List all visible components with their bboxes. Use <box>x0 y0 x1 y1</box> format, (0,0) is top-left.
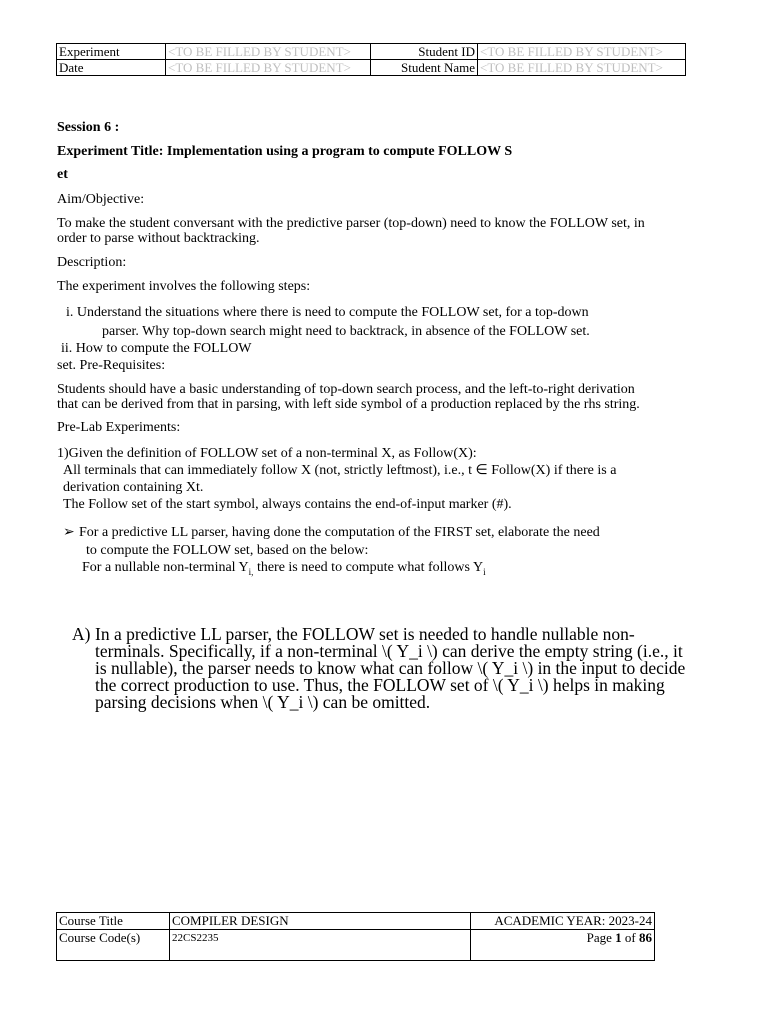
course-code-label: Course Code(s) <box>57 930 170 961</box>
subscript-i: i, <box>248 566 254 577</box>
bullet-line1: For a predictive LL parser, having done the computation of the FIRST set, elaborate the need <box>79 525 600 540</box>
description-intro: The experiment involves the following steps: <box>57 279 311 294</box>
answer-line1: In a predictive LL parser, the FOLLOW set is needed to handle nullable non- <box>95 624 635 644</box>
step-2-line2: set. Pre-Requisites: <box>57 358 166 373</box>
session-heading: Session 6 : <box>57 120 120 135</box>
step-1-line2: parser. Why top-down search might need to backtrack, in absence of the FOLLOW set. <box>102 324 590 339</box>
aim-heading: Aim/Objective: <box>57 192 145 207</box>
question-1-line4: The Follow set of the start symbol, always contains the end-of-input marker (#). <box>63 497 512 512</box>
bullet-line3-text-cont: there is need to compute what follows Y <box>253 560 484 575</box>
bullet-line3-text: For a nullable non-terminal Y <box>82 560 249 575</box>
arrow-bullet-icon: ➢ <box>63 525 75 540</box>
footer-table <box>56 912 655 961</box>
question-1-line1: 1)Given the definition of FOLLOW set of a non-terminal X, as Follow(X): <box>57 446 477 461</box>
header-table <box>56 43 686 76</box>
course-title-value: COMPILER DESIGN <box>170 913 471 930</box>
page-of: of <box>621 930 639 945</box>
experiment-value: <TO BE FILLED BY STUDENT> <box>166 44 371 60</box>
prelab-heading: Pre-Lab Experiments: <box>57 420 181 435</box>
page-current: 1 <box>615 930 622 945</box>
question-1-line3: derivation containing Xt. <box>63 480 204 495</box>
student-name-value: <TO BE FILLED BY STUDENT> <box>478 60 686 76</box>
experiment-title-cont: et <box>57 167 68 182</box>
date-label: Date <box>57 60 166 76</box>
answer-line4: the correct production to use. Thus, the FOLLOW set of \( Y_i \) helps in making <box>95 675 665 695</box>
subscript-i-end: i <box>483 566 486 577</box>
page-prefix: Page <box>586 930 616 945</box>
bullet-line2: to compute the FOLLOW set, based on the below: <box>86 543 369 558</box>
course-code-value: 22CS2235 <box>170 930 471 961</box>
question-1-line2: All terminals that can immediately follow X (not, strictly leftmost), i.e., t ∈ Follow(X) if there is a <box>63 463 617 478</box>
answer-line3: is nullable), the parser needs to know what can follow \( Y_i \) in the input to decide <box>95 658 686 678</box>
step-2-line1: ii. How to compute the FOLLOW <box>61 341 252 356</box>
experiment-label: Experiment <box>57 44 166 60</box>
student-id-value: <TO BE FILLED BY STUDENT> <box>478 44 686 60</box>
prereq-line1: Students should have a basic understanding of top-down search process, and the left-to-right derivation <box>57 382 635 397</box>
student-id-label: Student ID <box>371 44 478 60</box>
step-1-line1: i. Understand the situations where there is need to compute the FOLLOW set, for a top-down <box>66 305 589 320</box>
page-total: 86 <box>639 930 652 945</box>
prereq-line2: that can be derived from that in parsing, with left side symbol of a production replaced by the rhs string. <box>57 397 640 412</box>
page-number <box>471 930 655 961</box>
experiment-title: Experiment Title: Implementation using a program to compute FOLLOW S <box>57 144 513 159</box>
description-heading: Description: <box>57 255 127 270</box>
student-name-label: Student Name <box>371 60 478 76</box>
academic-year: ACADEMIC YEAR: 2023-24 <box>471 913 655 930</box>
course-title-label: Course Title <box>57 913 170 930</box>
answer-line5: parsing decisions when \( Y_i \) can be omitted. <box>95 692 431 712</box>
answer-line2: terminals. Specifically, if a non-terminal \( Y_i \) can derive the empty string (i.e., it <box>95 641 683 661</box>
date-value: <TO BE FILLED BY STUDENT> <box>166 60 371 76</box>
bullet-line3 <box>82 560 486 580</box>
answer-label: A) <box>72 624 91 644</box>
aim-text-line1: To make the student conversant with the predictive parser (top-down) need to know the FOLLOW set, in <box>57 216 645 231</box>
aim-text-line2: order to parse without backtracking. <box>57 231 260 246</box>
